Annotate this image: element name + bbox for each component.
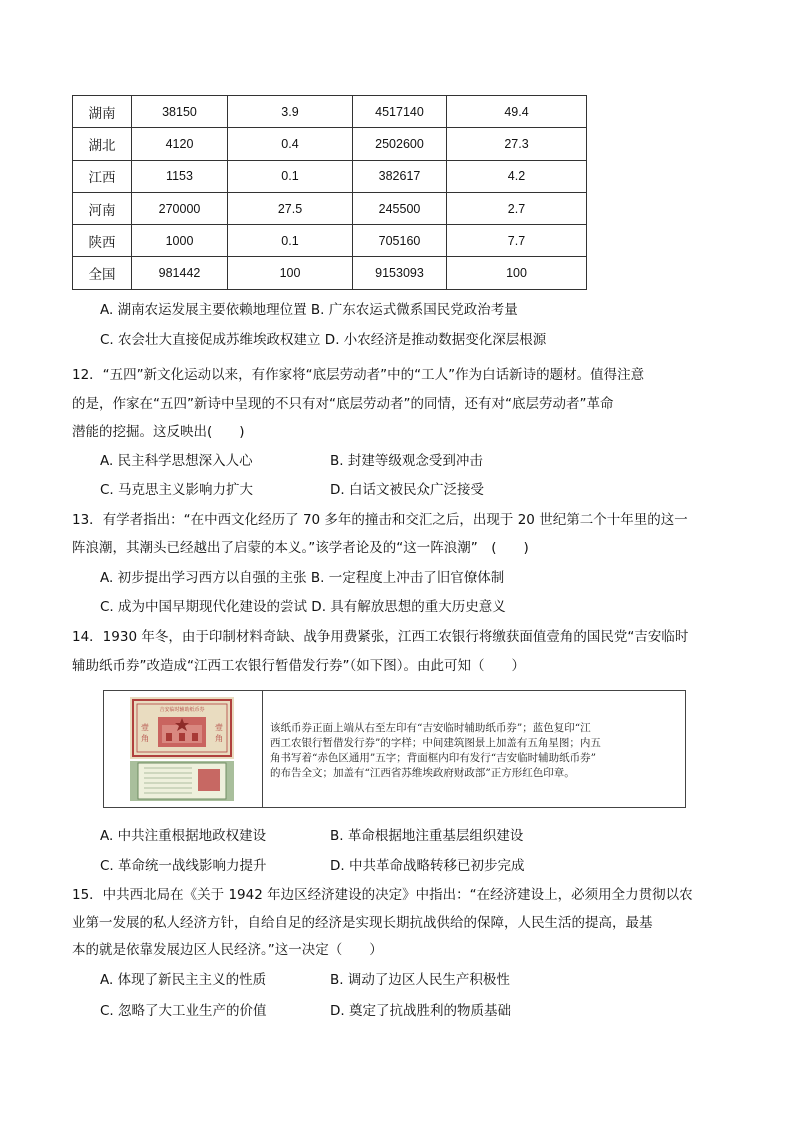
q12-stem-line2: 的是，作家在“五四”新诗中呈现的不只有对“底层劳动者”的同情，还有对“底层劳动者”革命	[72, 396, 614, 412]
table-cell-value: 270000	[132, 192, 228, 224]
table-cell-province: 湖南	[73, 96, 132, 128]
table-cell-value: 7.7	[447, 225, 587, 257]
caption-line: 西工农银行暂借发行券”的字样；中间建筑图景上加盖有五角星图；内五	[270, 737, 601, 749]
table-cell-value: 2502600	[353, 128, 447, 160]
q14-option-a: A. 中共注重根据地政权建设	[100, 828, 267, 844]
table-cell-province: 陕西	[73, 225, 132, 257]
q12-option-b: B. 封建等级观念受到冲击	[330, 453, 483, 469]
table-cell-province: 江西	[73, 160, 132, 192]
table-cell-value: 0.1	[228, 160, 353, 192]
table-cell-value: 49.4	[447, 96, 587, 128]
statistics-table	[72, 95, 587, 290]
q15-option-a: A. 体现了新民主主义的性质	[100, 972, 267, 988]
q15-stem-line3: 本的就是依靠发展边区人民经济。”这一决定（ ）	[72, 942, 383, 958]
q15-stem-line1: 15．中共西北局在《关于 1942 年边区经济建设的决定》中指出：“在经济建设上，必须用全力贯彻以农	[72, 887, 693, 903]
table-cell-value: 9153093	[353, 257, 447, 289]
table-cell-value: 1000	[132, 225, 228, 257]
q14-option-b: B. 革命根据地注重基层组织建设	[330, 828, 524, 844]
q13-options-ab: A. 初步提出学习西方以自强的主张 B. 一定程度上冲击了旧官僚体制	[100, 570, 505, 586]
q13-stem-line1: 13．有学者指出：“在中西文化经历了 70 多年的撞击和交汇之后，出现于 20 世纪第二个十年里的这一	[72, 512, 688, 528]
table-cell-value: 100	[228, 257, 353, 289]
q11-options-ab: A. 湖南农运发展主要依赖地理位置 B. 广东农运式微系国民党政治考量	[100, 302, 518, 318]
q13-options-cd: C. 成为中国早期现代化建设的尝试 D. 具有解放思想的重大历史意义	[100, 599, 506, 615]
table-cell-province: 河南	[73, 192, 132, 224]
table-row	[73, 225, 587, 257]
table-cell-value: 0.1	[228, 225, 353, 257]
q14-option-c: C. 革命统一战线影响力提升	[100, 858, 267, 874]
q12-stem-line1: 12．“五四”新文化运动以来，有作家将“底层劳动者”中的“工人”作为白话新诗的题材。值得注意	[72, 367, 645, 383]
svg-text:角: 角	[215, 734, 223, 743]
q15-option-d: D. 奠定了抗战胜利的物质基础	[330, 1003, 511, 1019]
table-cell-value: 100	[447, 257, 587, 289]
figure-divider	[262, 691, 263, 807]
table-row	[73, 96, 587, 128]
q14-stem-line1: 14．1930 年冬，由于印制材料奇缺、战争用费紧张，江西工农银行将缴获面值壹角的国民党“吉安临时	[72, 629, 689, 645]
banknote-image	[130, 697, 234, 801]
table-cell-value: 4120	[132, 128, 228, 160]
q11-options-cd: C. 农会壮大直接促成苏维埃政权建立 D. 小农经济是推动数据变化深层根源	[100, 332, 547, 348]
svg-text:壹: 壹	[141, 723, 149, 732]
table-cell-value: 245500	[353, 192, 447, 224]
banknote-caption	[270, 721, 680, 781]
q14-stem-line2: 辅助纸币券”改造成“江西工农银行暂借发行券”（如下图）。由此可知（ ）	[72, 658, 525, 674]
q15-stem-line2: 业第一发展的私人经济方针，自给自足的经济是实现长期抗战供给的保障，人民生活的提高，最基	[72, 915, 653, 931]
table-cell-value: 27.5	[228, 192, 353, 224]
banknote-figure	[103, 690, 686, 808]
table-cell-value: 0.4	[228, 128, 353, 160]
svg-text:角: 角	[141, 734, 149, 743]
table-cell-value: 981442	[132, 257, 228, 289]
table-cell-value: 3.9	[228, 96, 353, 128]
table-row	[73, 257, 587, 289]
q12-option-c: C. 马克思主义影响力扩大	[100, 482, 254, 498]
q12-option-d: D. 白话文被民众广泛接受	[330, 482, 484, 498]
svg-text:壹: 壹	[215, 723, 223, 732]
table-cell-value: 4517140	[353, 96, 447, 128]
table-cell-value: 1153	[132, 160, 228, 192]
table-cell-value: 38150	[132, 96, 228, 128]
caption-line: 的布告全文；加盖有“江西省苏维埃政府财政部”正方形红色印章。	[270, 767, 575, 779]
q15-option-b: B. 调动了边区人民生产积极性	[330, 972, 510, 988]
q15-option-c: C. 忽略了大工业生产的价值	[100, 1003, 267, 1019]
table-cell-value: 27.3	[447, 128, 587, 160]
table-cell-province: 全国	[73, 257, 132, 289]
caption-line: 角书写着“赤色区通用”五字；背面框内印有发行“吉安临时辅助纸币券”	[270, 752, 596, 764]
table-cell-value: 2.7	[447, 192, 587, 224]
table-row	[73, 128, 587, 160]
table-cell-value: 705160	[353, 225, 447, 257]
table-row	[73, 160, 587, 192]
caption-line: 该纸币券正面上端从右至左印有“吉安临时辅助纸币券”；蓝色复印“江	[270, 722, 591, 734]
q12-option-a: A. 民主科学思想深入人心	[100, 453, 253, 469]
q14-option-d: D. 中共革命战略转移已初步完成	[330, 858, 525, 874]
table-cell-province: 湖北	[73, 128, 132, 160]
table-row	[73, 192, 587, 224]
svg-text:吉安临时辅助纸币券: 吉安临时辅助纸币券	[159, 707, 205, 713]
table-cell-value: 4.2	[447, 160, 587, 192]
table-cell-value: 382617	[353, 160, 447, 192]
q12-stem-line3: 潜能的挖掘。这反映出( )	[72, 424, 245, 440]
q13-stem-line2: 阵浪潮，其潮头已经越出了启蒙的本义。”该学者论及的“这一阵浪潮” ( )	[72, 540, 529, 556]
